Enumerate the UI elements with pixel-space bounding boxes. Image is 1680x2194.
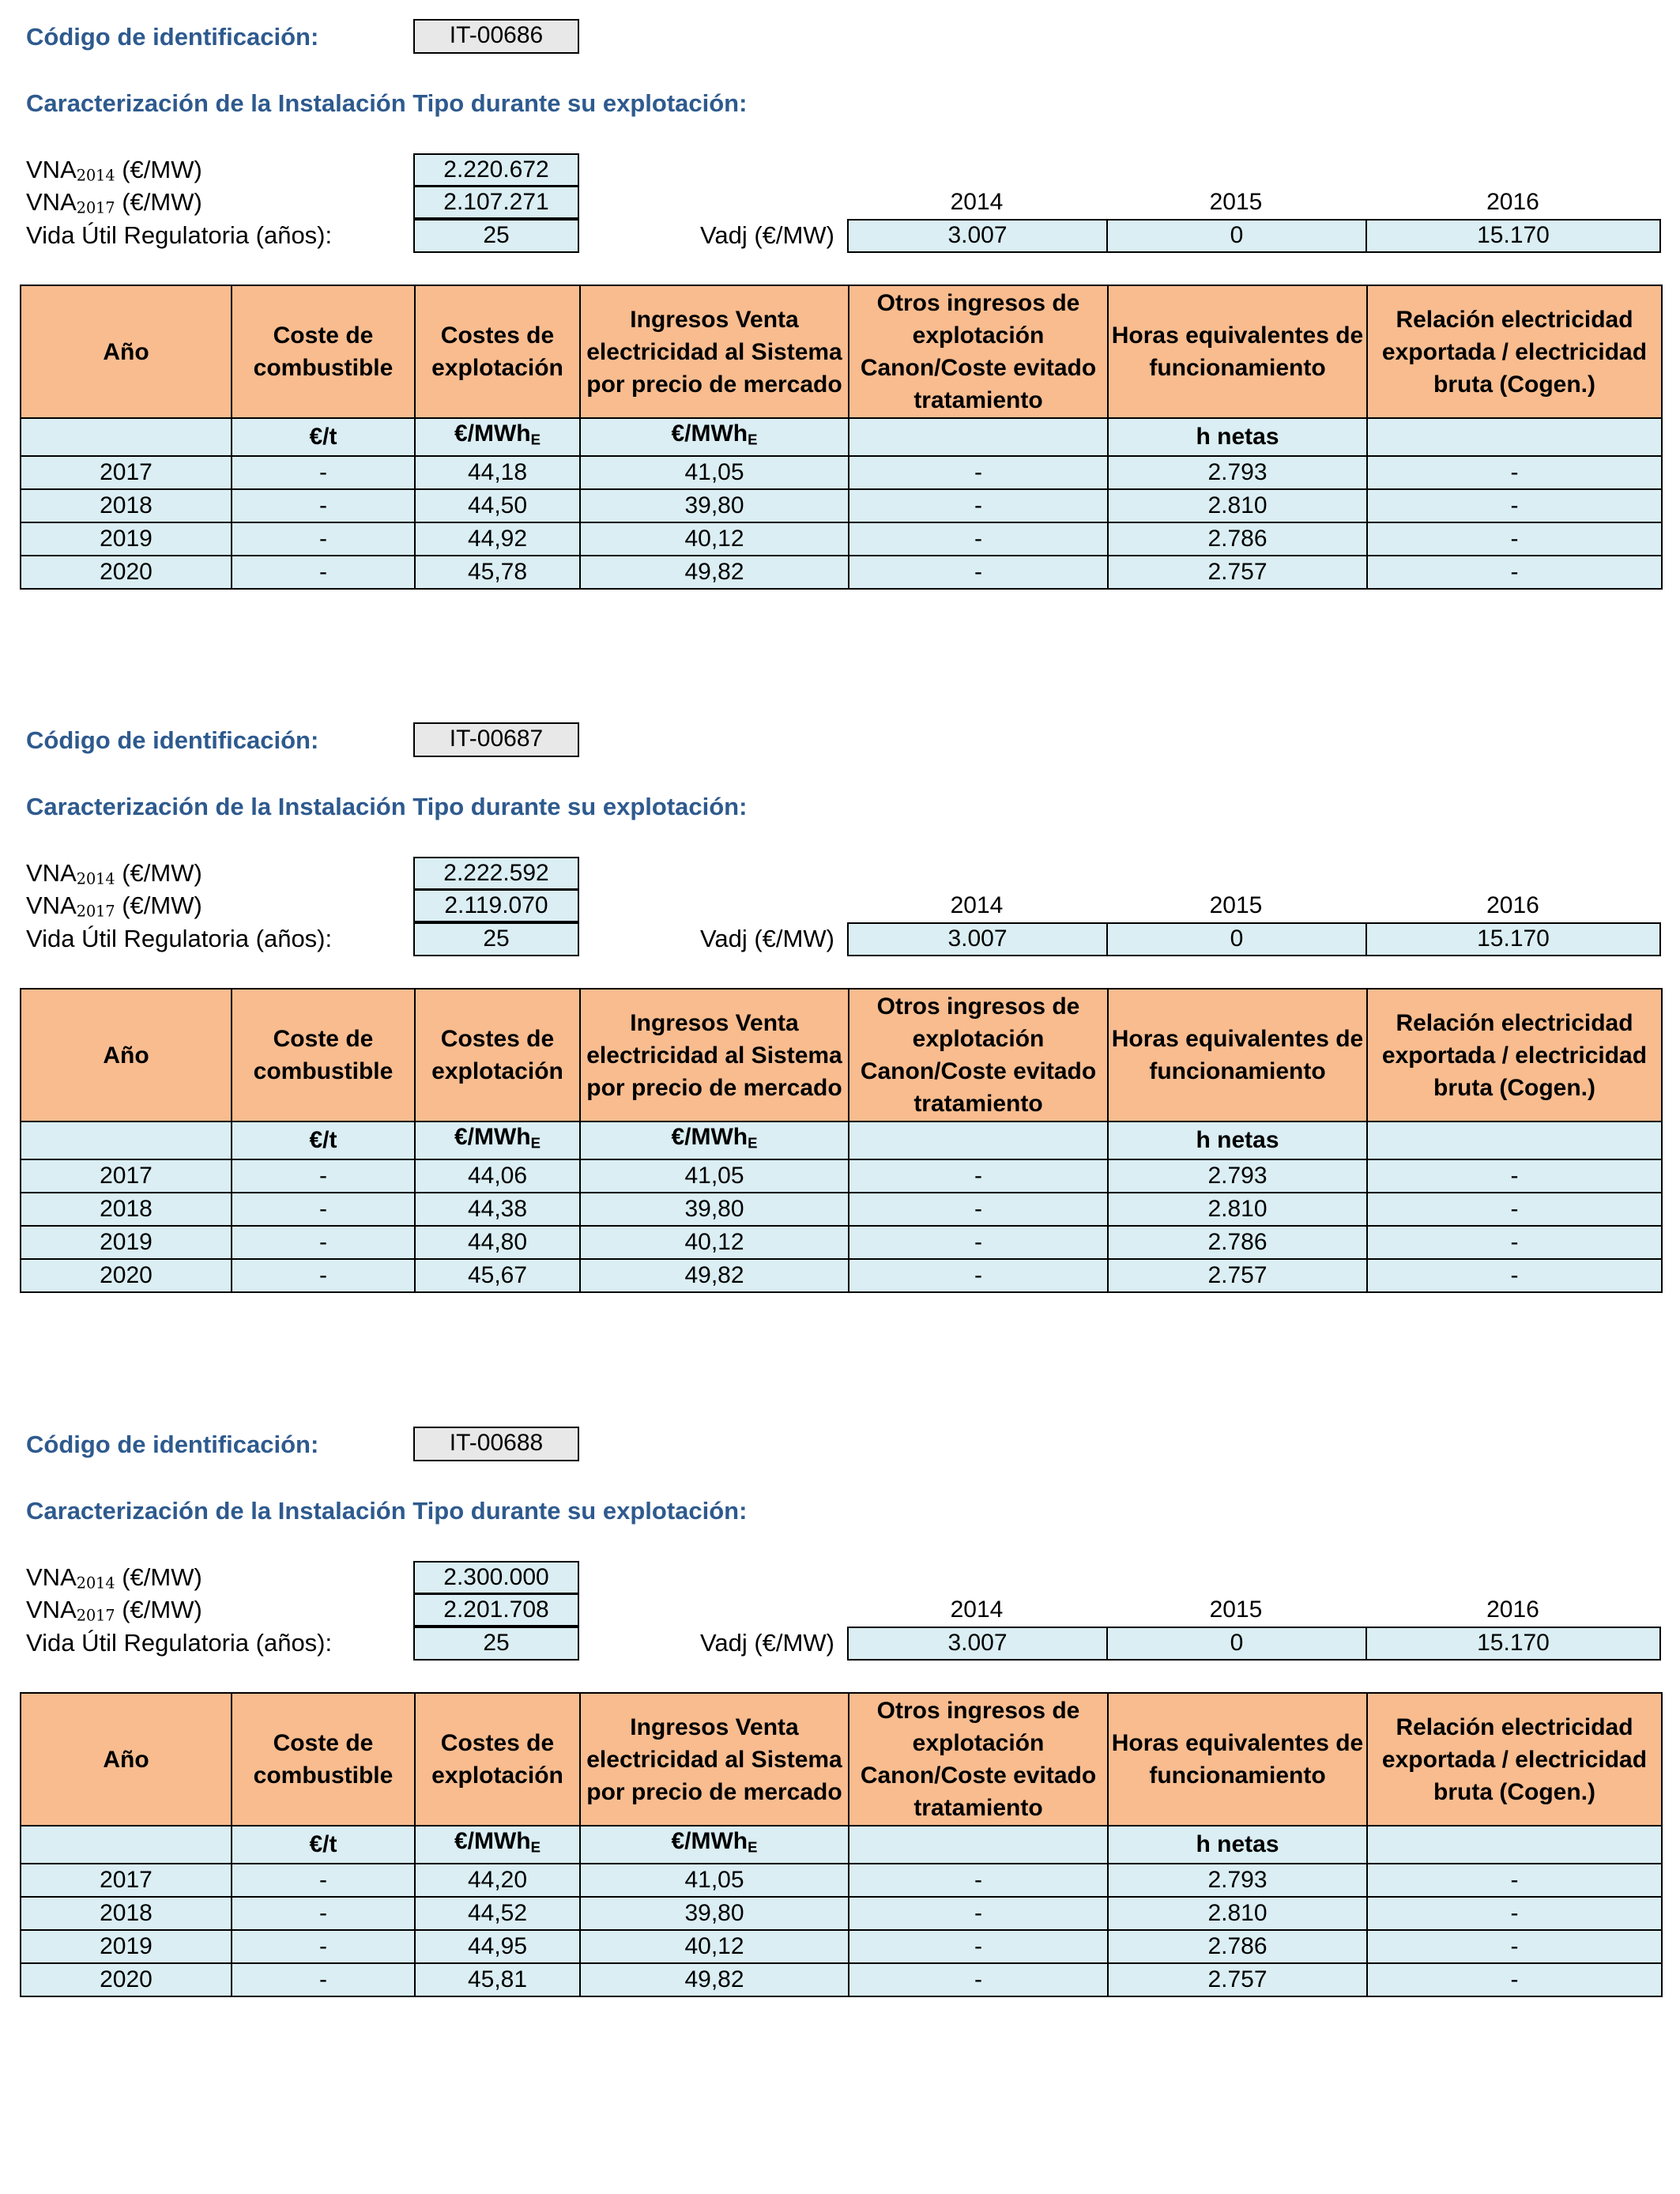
cell-otros-ingresos: - <box>849 1259 1108 1292</box>
vadj-label: Vadj (€/MW) <box>700 925 834 952</box>
vadj-year-2016: 2016 <box>1486 1596 1539 1623</box>
table-row <box>21 1259 1662 1292</box>
cell-otros-ingresos: - <box>849 489 1108 522</box>
cell-otros-ingresos: - <box>849 522 1108 556</box>
codigo-label: Código de identificación: <box>26 726 319 754</box>
installation-block <box>0 0 1680 703</box>
unit-relacion <box>1367 1826 1662 1864</box>
vadj-2014-value: 3.007 <box>847 219 1108 253</box>
vadj-year-2015: 2015 <box>1209 892 1263 918</box>
vida-util-value: 25 <box>413 219 579 253</box>
vadj-year-2014: 2014 <box>950 1596 1004 1623</box>
cell-ingresos-venta: 41,05 <box>580 456 849 489</box>
unit-horas: h netas <box>1108 1122 1367 1159</box>
codigo-label: Código de identificación: <box>26 23 319 51</box>
unit-horas: h netas <box>1108 418 1367 456</box>
cell-ingresos-venta: 39,80 <box>580 1193 849 1226</box>
cell-ingresos-venta: 49,82 <box>580 556 849 589</box>
col-otros-ingresos: Otros ingresos de explotación Canon/Coste evitado tratamiento <box>849 285 1108 418</box>
cell-costes-explotacion: 44,95 <box>415 1930 580 1963</box>
cell-anio: 2017 <box>21 1864 232 1897</box>
cell-ingresos-venta: 40,12 <box>580 1226 849 1259</box>
cell-horas: 2.810 <box>1108 489 1367 522</box>
cell-anio: 2018 <box>21 489 232 522</box>
cell-anio: 2019 <box>21 1930 232 1963</box>
cell-otros-ingresos: - <box>849 556 1108 589</box>
cell-relacion: - <box>1367 1226 1662 1259</box>
cell-costes-explotacion: 44,18 <box>415 456 580 489</box>
cell-horas: 2.793 <box>1108 1159 1367 1193</box>
cell-anio: 2020 <box>21 1259 232 1292</box>
cell-relacion: - <box>1367 1963 1662 1996</box>
col-ingresos-venta: Ingresos Venta electricidad al Sistema por precio de mercado <box>580 989 849 1122</box>
unit-coste-combustible: €/t <box>232 1122 415 1159</box>
cell-horas: 2.757 <box>1108 1963 1367 1996</box>
vadj-label: Vadj (€/MW) <box>700 1629 834 1657</box>
cell-coste-combustible: - <box>232 1226 415 1259</box>
cell-costes-explotacion: 44,52 <box>415 1897 580 1930</box>
table-units-row <box>21 1826 1662 1864</box>
col-ingresos-venta: Ingresos Venta electricidad al Sistema por precio de mercado <box>580 1693 849 1826</box>
vna2017-label: VNA2017 (€/MW) <box>26 1596 202 1625</box>
vadj-year-2016: 2016 <box>1486 892 1539 918</box>
explotacion-table <box>20 1692 1663 1997</box>
col-horas-equivalentes: Horas equivalentes de funcionamiento <box>1108 285 1367 418</box>
table-row <box>21 489 1662 522</box>
table-row <box>21 556 1662 589</box>
cell-ingresos-venta: 40,12 <box>580 1930 849 1963</box>
unit-relacion <box>1367 418 1662 456</box>
cell-horas: 2.793 <box>1108 456 1367 489</box>
vida-util-value: 25 <box>413 922 579 956</box>
vadj-year-2014: 2014 <box>950 189 1004 215</box>
col-anio: Año <box>21 1693 232 1826</box>
cell-coste-combustible: - <box>232 1864 415 1897</box>
cell-horas: 2.786 <box>1108 1226 1367 1259</box>
table-header-row <box>21 285 1662 418</box>
col-horas-equivalentes: Horas equivalentes de funcionamiento <box>1108 989 1367 1122</box>
vadj-year-2016: 2016 <box>1486 189 1539 215</box>
table-header-row <box>21 989 1662 1122</box>
caracterizacion-heading: Caracterización de la Instalación Tipo durante su explotación: <box>26 1497 748 1525</box>
cell-relacion: - <box>1367 1193 1662 1226</box>
cell-costes-explotacion: 44,92 <box>415 522 580 556</box>
vida-util-label: Vida Útil Regulatoria (años): <box>26 221 333 249</box>
cell-anio: 2019 <box>21 1226 232 1259</box>
cell-relacion: - <box>1367 489 1662 522</box>
col-relacion-electricidad: Relación electricidad exportada / electricidad bruta (Cogen.) <box>1367 1693 1662 1826</box>
vadj-year-2015: 2015 <box>1209 189 1263 215</box>
cell-coste-combustible: - <box>232 489 415 522</box>
col-relacion-electricidad: Relación electricidad exportada / electricidad bruta (Cogen.) <box>1367 285 1662 418</box>
unit-relacion <box>1367 1122 1662 1159</box>
col-coste-combustible: Coste de combustible <box>232 285 415 418</box>
vadj-2015-value: 0 <box>1106 922 1367 956</box>
cell-costes-explotacion: 45,67 <box>415 1259 580 1292</box>
cell-relacion: - <box>1367 556 1662 589</box>
vna2014-label: VNA2014 (€/MW) <box>26 1563 202 1593</box>
unit-anio <box>21 1826 232 1864</box>
unit-coste-combustible: €/t <box>232 418 415 456</box>
col-costes-explotacion: Costes de explotación <box>415 285 580 418</box>
vadj-2015-value: 0 <box>1106 1627 1367 1661</box>
vadj-2015-value: 0 <box>1106 219 1367 253</box>
cell-relacion: - <box>1367 1259 1662 1292</box>
table-units-row <box>21 418 1662 456</box>
cell-ingresos-venta: 49,82 <box>580 1963 849 1996</box>
cell-coste-combustible: - <box>232 1259 415 1292</box>
vadj-2016-value: 15.170 <box>1365 219 1661 253</box>
unit-costes-explotacion: €/MWhE <box>415 1826 580 1864</box>
cell-otros-ingresos: - <box>849 1226 1108 1259</box>
installation-block <box>0 703 1680 1407</box>
cell-coste-combustible: - <box>232 1930 415 1963</box>
unit-costes-explotacion: €/MWhE <box>415 418 580 456</box>
unit-otros-ingresos <box>849 418 1108 456</box>
cell-coste-combustible: - <box>232 522 415 556</box>
cell-horas: 2.810 <box>1108 1897 1367 1930</box>
explotacion-table <box>20 285 1663 590</box>
cell-coste-combustible: - <box>232 1897 415 1930</box>
col-costes-explotacion: Costes de explotación <box>415 1693 580 1826</box>
cell-anio: 2017 <box>21 1159 232 1193</box>
table-row <box>21 1963 1662 1996</box>
unit-otros-ingresos <box>849 1826 1108 1864</box>
caracterizacion-heading: Caracterización de la Instalación Tipo durante su explotación: <box>26 89 748 117</box>
col-otros-ingresos: Otros ingresos de explotación Canon/Coste evitado tratamiento <box>849 1693 1108 1826</box>
vadj-year-2015: 2015 <box>1209 1596 1263 1623</box>
cell-ingresos-venta: 39,80 <box>580 489 849 522</box>
cell-horas: 2.757 <box>1108 1259 1367 1292</box>
cell-relacion: - <box>1367 522 1662 556</box>
cell-costes-explotacion: 45,81 <box>415 1963 580 1996</box>
unit-horas: h netas <box>1108 1826 1367 1864</box>
cell-horas: 2.786 <box>1108 522 1367 556</box>
table-row <box>21 456 1662 489</box>
vna2017-label: VNA2017 (€/MW) <box>26 892 202 921</box>
cell-ingresos-venta: 40,12 <box>580 522 849 556</box>
unit-ingresos-venta: €/MWhE <box>580 418 849 456</box>
cell-relacion: - <box>1367 1930 1662 1963</box>
vadj-2014-value: 3.007 <box>847 922 1108 956</box>
vida-util-value: 25 <box>413 1627 579 1661</box>
vadj-2016-value: 15.170 <box>1365 1627 1661 1661</box>
cell-horas: 2.810 <box>1108 1193 1367 1226</box>
cell-anio: 2019 <box>21 522 232 556</box>
cell-otros-ingresos: - <box>849 1864 1108 1897</box>
vna2014-value: 2.220.672 <box>413 153 579 187</box>
cell-costes-explotacion: 44,06 <box>415 1159 580 1193</box>
cell-costes-explotacion: 44,20 <box>415 1864 580 1897</box>
col-costes-explotacion: Costes de explotación <box>415 989 580 1122</box>
col-ingresos-venta: Ingresos Venta electricidad al Sistema por precio de mercado <box>580 285 849 418</box>
vida-util-label: Vida Útil Regulatoria (años): <box>26 925 333 952</box>
table-row <box>21 1864 1662 1897</box>
cell-costes-explotacion: 44,38 <box>415 1193 580 1226</box>
cell-ingresos-venta: 49,82 <box>580 1259 849 1292</box>
vadj-year-2014: 2014 <box>950 892 1004 918</box>
cell-anio: 2018 <box>21 1193 232 1226</box>
col-coste-combustible: Coste de combustible <box>232 989 415 1122</box>
vna2017-label: VNA2017 (€/MW) <box>26 188 202 217</box>
cell-horas: 2.786 <box>1108 1930 1367 1963</box>
vna2014-value: 2.222.592 <box>413 857 579 890</box>
unit-ingresos-venta: €/MWhE <box>580 1122 849 1159</box>
vna2017-value: 2.119.070 <box>413 889 579 922</box>
vna2017-value: 2.201.708 <box>413 1593 579 1627</box>
unit-costes-explotacion: €/MWhE <box>415 1122 580 1159</box>
cell-anio: 2018 <box>21 1897 232 1930</box>
cell-otros-ingresos: - <box>849 1193 1108 1226</box>
cell-otros-ingresos: - <box>849 1963 1108 1996</box>
codigo-value: IT-00686 <box>413 19 579 54</box>
vna2014-value: 2.300.000 <box>413 1561 579 1594</box>
col-horas-equivalentes: Horas equivalentes de funcionamiento <box>1108 1693 1367 1826</box>
unit-otros-ingresos <box>849 1122 1108 1159</box>
cell-ingresos-venta: 39,80 <box>580 1897 849 1930</box>
codigo-value: IT-00688 <box>413 1427 579 1461</box>
cell-coste-combustible: - <box>232 1159 415 1193</box>
cell-coste-combustible: - <box>232 1193 415 1226</box>
vadj-2014-value: 3.007 <box>847 1627 1108 1661</box>
cell-costes-explotacion: 44,80 <box>415 1226 580 1259</box>
vna2017-value: 2.107.271 <box>413 186 579 219</box>
cell-otros-ingresos: - <box>849 456 1108 489</box>
cell-anio: 2020 <box>21 1963 232 1996</box>
col-otros-ingresos: Otros ingresos de explotación Canon/Coste evitado tratamiento <box>849 989 1108 1122</box>
vida-util-label: Vida Útil Regulatoria (años): <box>26 1629 333 1657</box>
cell-otros-ingresos: - <box>849 1897 1108 1930</box>
cell-ingresos-venta: 41,05 <box>580 1864 849 1897</box>
vna2014-label: VNA2014 (€/MW) <box>26 156 202 185</box>
table-row <box>21 1159 1662 1193</box>
vadj-label: Vadj (€/MW) <box>700 221 834 249</box>
unit-anio <box>21 1122 232 1159</box>
table-header-row <box>21 1693 1662 1826</box>
table-row <box>21 1193 1662 1226</box>
table-row <box>21 1226 1662 1259</box>
table-units-row <box>21 1122 1662 1159</box>
cell-horas: 2.793 <box>1108 1864 1367 1897</box>
cell-coste-combustible: - <box>232 556 415 589</box>
table-row <box>21 1930 1662 1963</box>
cell-horas: 2.757 <box>1108 556 1367 589</box>
unit-anio <box>21 418 232 456</box>
cell-otros-ingresos: - <box>849 1930 1108 1963</box>
vna2014-label: VNA2014 (€/MW) <box>26 859 202 888</box>
codigo-value: IT-00687 <box>413 722 579 757</box>
cell-coste-combustible: - <box>232 456 415 489</box>
cell-relacion: - <box>1367 1159 1662 1193</box>
cell-anio: 2017 <box>21 456 232 489</box>
cell-relacion: - <box>1367 456 1662 489</box>
unit-coste-combustible: €/t <box>232 1826 415 1864</box>
table-row <box>21 1897 1662 1930</box>
cell-otros-ingresos: - <box>849 1159 1108 1193</box>
col-anio: Año <box>21 285 232 418</box>
cell-ingresos-venta: 41,05 <box>580 1159 849 1193</box>
explotacion-table <box>20 988 1663 1293</box>
cell-relacion: - <box>1367 1864 1662 1897</box>
installation-block <box>0 1408 1680 2111</box>
caracterizacion-heading: Caracterización de la Instalación Tipo durante su explotación: <box>26 793 748 820</box>
cell-relacion: - <box>1367 1897 1662 1930</box>
codigo-label: Código de identificación: <box>26 1431 319 1458</box>
table-row <box>21 522 1662 556</box>
col-anio: Año <box>21 989 232 1122</box>
cell-anio: 2020 <box>21 556 232 589</box>
unit-ingresos-venta: €/MWhE <box>580 1826 849 1864</box>
vadj-2016-value: 15.170 <box>1365 922 1661 956</box>
cell-costes-explotacion: 45,78 <box>415 556 580 589</box>
col-coste-combustible: Coste de combustible <box>232 1693 415 1826</box>
cell-costes-explotacion: 44,50 <box>415 489 580 522</box>
col-relacion-electricidad: Relación electricidad exportada / electricidad bruta (Cogen.) <box>1367 989 1662 1122</box>
cell-coste-combustible: - <box>232 1963 415 1996</box>
